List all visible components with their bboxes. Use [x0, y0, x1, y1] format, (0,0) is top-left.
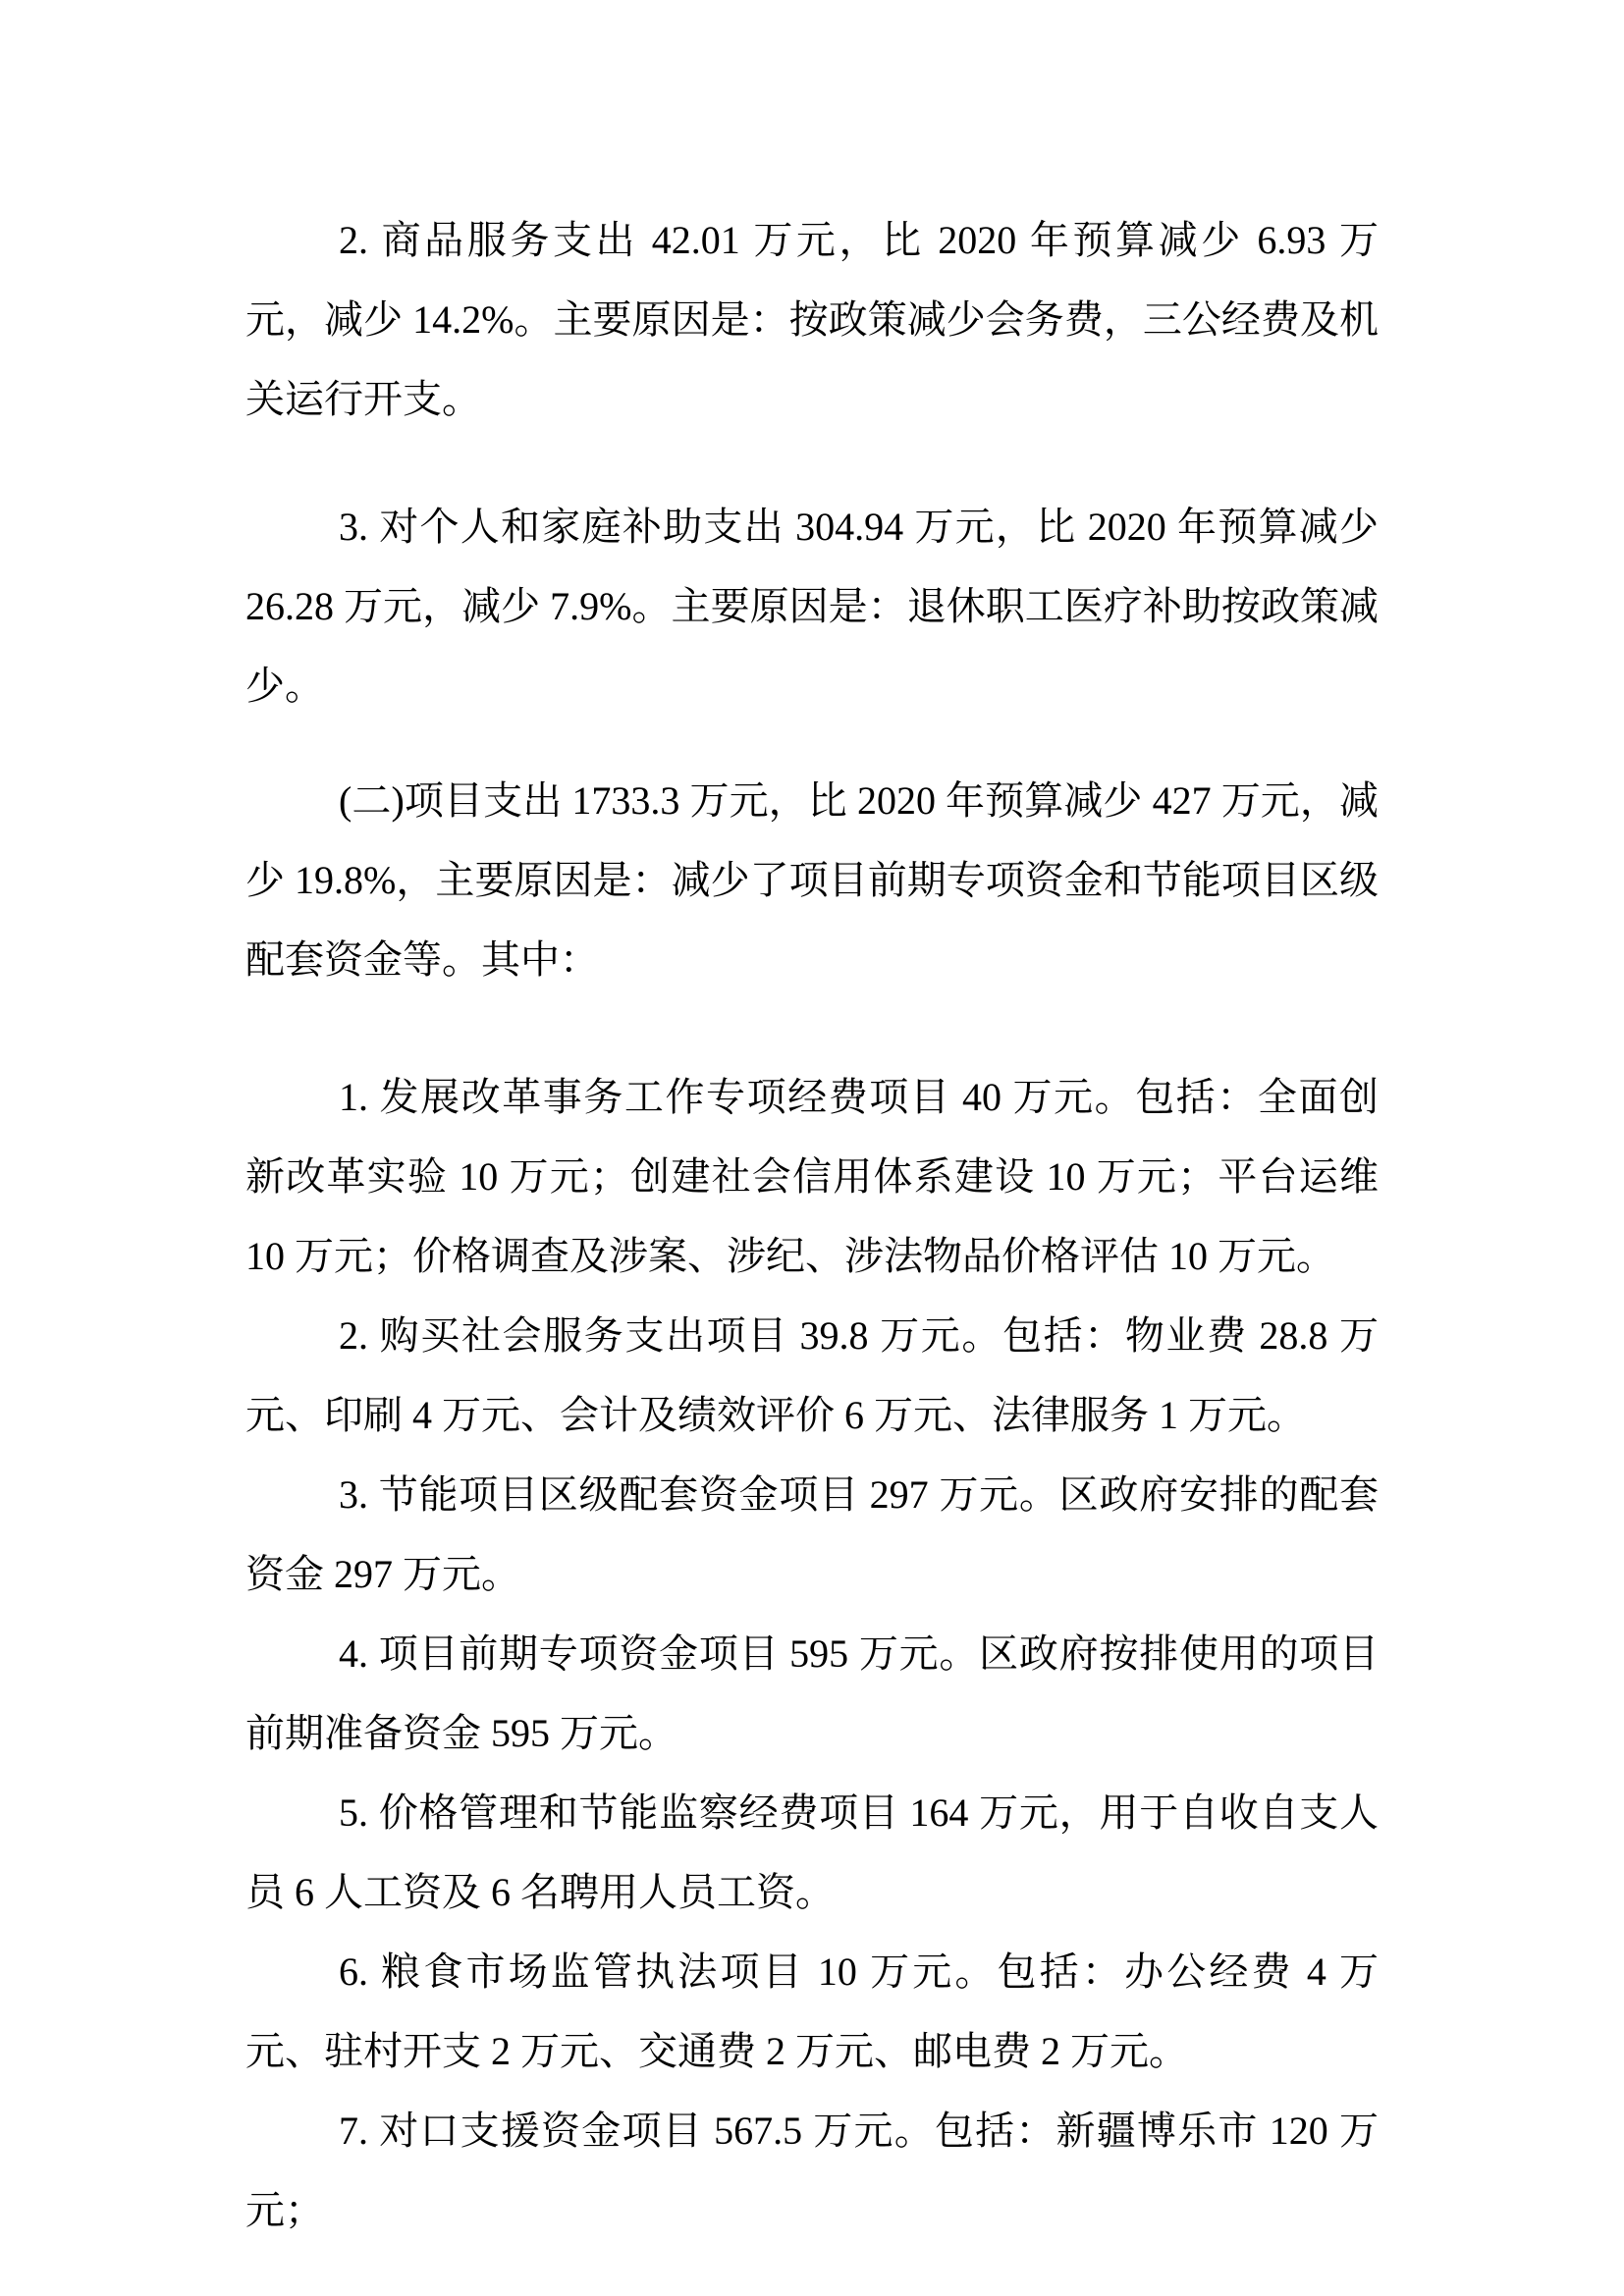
paragraph: 7. 对口支援资金项目 567.5 万元。包括：新疆博乐市 120 万元； [245, 2109, 1379, 2232]
paragraph: 3. 对个人和家庭补助支出 304.94 万元，比 2020 年预算减少 26.28 万元，减少 7.9%。主要原因是：退休职工医疗补助按政策减少。 [245, 505, 1379, 708]
paragraph: 5. 价格管理和节能监察经费项目 164 万元，用于自收自支人员 6 人工资及 6 名聘用人员工资。 [245, 1790, 1379, 1914]
paragraph: 4. 项目前期专项资金项目 595 万元。区政府按排使用的项目前期准备资金 595 万元。 [245, 1631, 1379, 1755]
document-body [245, 200, 1379, 2250]
paragraph: 2. 商品服务支出 42.01 万元，比 2020 年预算减少 6.93 万元，减少 14.2%。主要原因是：按政策减少会务费，三公经费及机关运行开支。 [245, 218, 1379, 421]
paragraph: (二)项目支出 1733.3 万元，比 2020 年预算减少 427 万元，减少 19.8%，主要原因是：减少了项目前期专项资金和节能项目区级配套资金等。其中： [245, 778, 1379, 982]
paragraph: 3. 节能项目区级配套资金项目 297 万元。区政府安排的配套资金 297 万元。 [245, 1472, 1379, 1596]
paragraph: 6. 粮食市场监管执法项目 10 万元。包括：办公经费 4 万元、驻村开支 2 万元、交通费 2 万元、邮电费 2 万元。 [245, 1949, 1379, 2073]
paragraph: 2. 购买社会服务支出项目 39.8 万元。包括：物业费 28.8 万元、印刷 4 万元、会计及绩效评价 6 万元、法律服务 1 万元。 [245, 1313, 1379, 1437]
paragraph: 1. 发展改革事务工作专项经费项目 40 万元。包括：全面创新改革实验 10 万元；创建社会信用体系建设 10 万元；平台运维 10 万元；价格调查及涉案、涉纪、涉法物品价格评估 10 万元。 [245, 1075, 1379, 1278]
